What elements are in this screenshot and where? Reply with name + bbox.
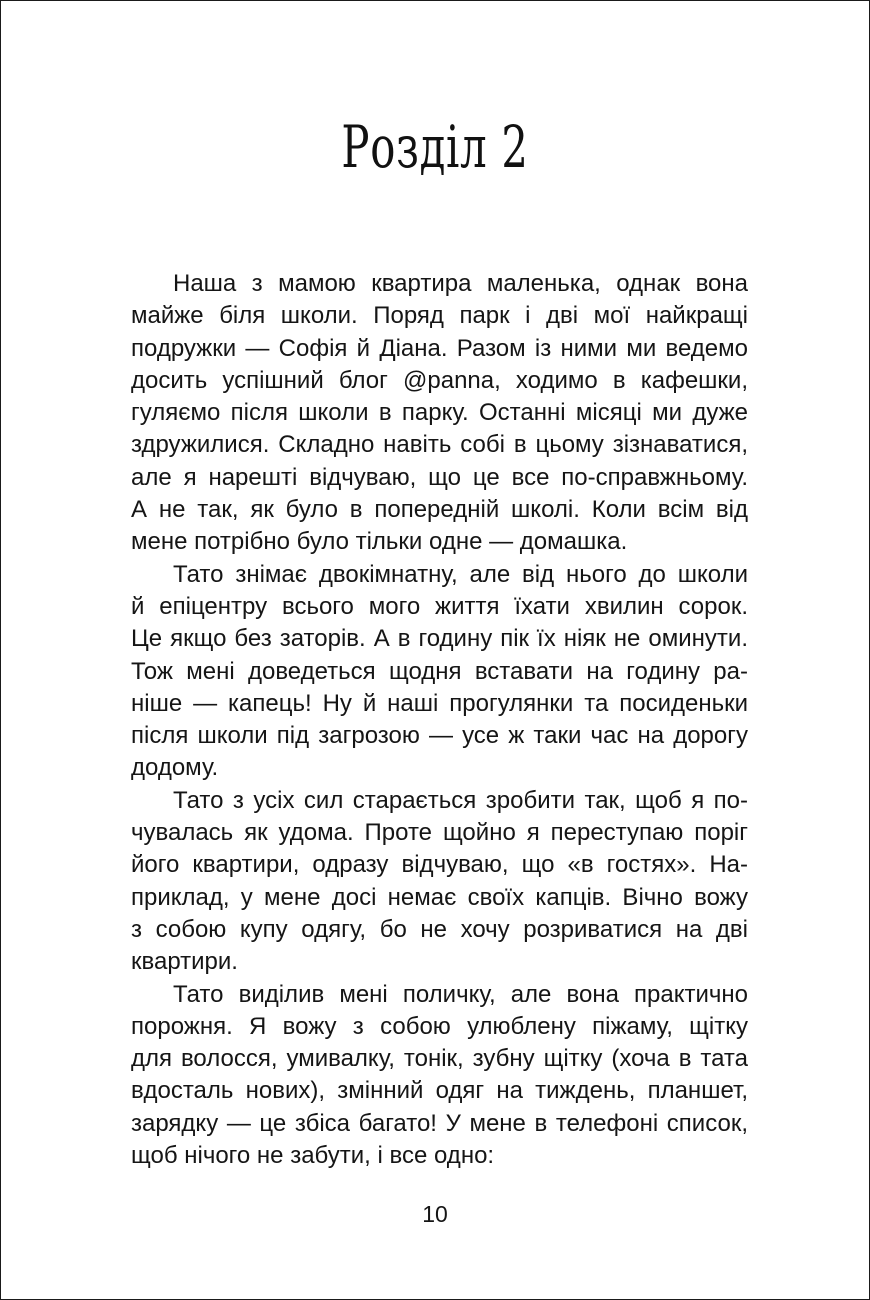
text-line: майже біля школи. Поряд парк і дві мої найкращі (131, 302, 748, 330)
text-line: Тато з усіх сил старається зробити так, щоб я по- (173, 786, 748, 814)
text-line: чувалась як удома. Проте щойно я переступаю поріг (131, 819, 748, 847)
chapter-title: Розділ 2 (341, 113, 529, 181)
text-line: гуляємо після школи в парку. Останні місяці ми дуже (131, 399, 748, 427)
text-line: Наша з мамою квартира маленька, однак вона (173, 270, 748, 297)
text-line: порожня. Я вожу з собою улюблену піжаму, щітку (131, 1012, 748, 1040)
text-line: зарядку — це збіса багато! У мене в телефоні список, (131, 1109, 748, 1137)
text-line: для волосся, умивалку, тонік, зубну щітку (хоча в тата (131, 1045, 748, 1073)
text-line: Тато знімає двокімнатну, але від нього до школи (173, 560, 748, 588)
body-text (131, 268, 748, 1172)
text-line: мене потрібно було тільки одне — домашка. (131, 528, 628, 556)
text-line: додому. (131, 754, 219, 782)
text-line: вдосталь нових), змінний одяг на тиждень, планшет, (131, 1077, 748, 1105)
text-line: А не так, як було в попередній школі. Коли всім від (131, 496, 748, 524)
paragraph-4 (131, 979, 748, 1173)
paragraph-1 (131, 268, 748, 559)
text-line: Це якщо без заторів. А в годину пік їх ніяк не оминути. (131, 625, 748, 653)
text-line: з собою купу одягу, бо не хочу розриватися на дві (131, 915, 748, 943)
text-line: ніше — капець! Ну й наші прогулянки та посиденьки (131, 689, 748, 717)
page-number: 10 (422, 1201, 448, 1227)
paragraph-3 (131, 785, 748, 979)
text-line: здружилися. Складно навіть собі в цьому зізнаватися, (131, 431, 748, 459)
text-line: Тож мені доведеться щодня вставати на годину ра- (131, 657, 748, 685)
text-line: після школи під загрозою — усе ж таки час на дорогу (131, 722, 748, 750)
text-line: подружки — Софія й Діана. Разом із ними ми ведемо (131, 334, 748, 362)
text-line: Тато виділив мені поличку, але вона практично (173, 980, 748, 1008)
text-line: досить успішний блог @panna, ходимо в кафешки, (131, 366, 748, 394)
text-line: його квартири, одразу відчуваю, що «в гостях». На- (131, 851, 748, 879)
text-line: щоб нічого не забути, і все одно: (131, 1142, 495, 1170)
text-line: квартири. (131, 948, 238, 976)
paragraph-2 (131, 559, 748, 785)
text-line: приклад, у мене досі немає своїх капців. Вічно вожу (131, 883, 748, 911)
text-line: й епіцентру всього мого життя їхати хвилин сорок. (131, 592, 748, 620)
text-line: але я нарешті відчуваю, що це все по-справжньому. (131, 463, 748, 491)
